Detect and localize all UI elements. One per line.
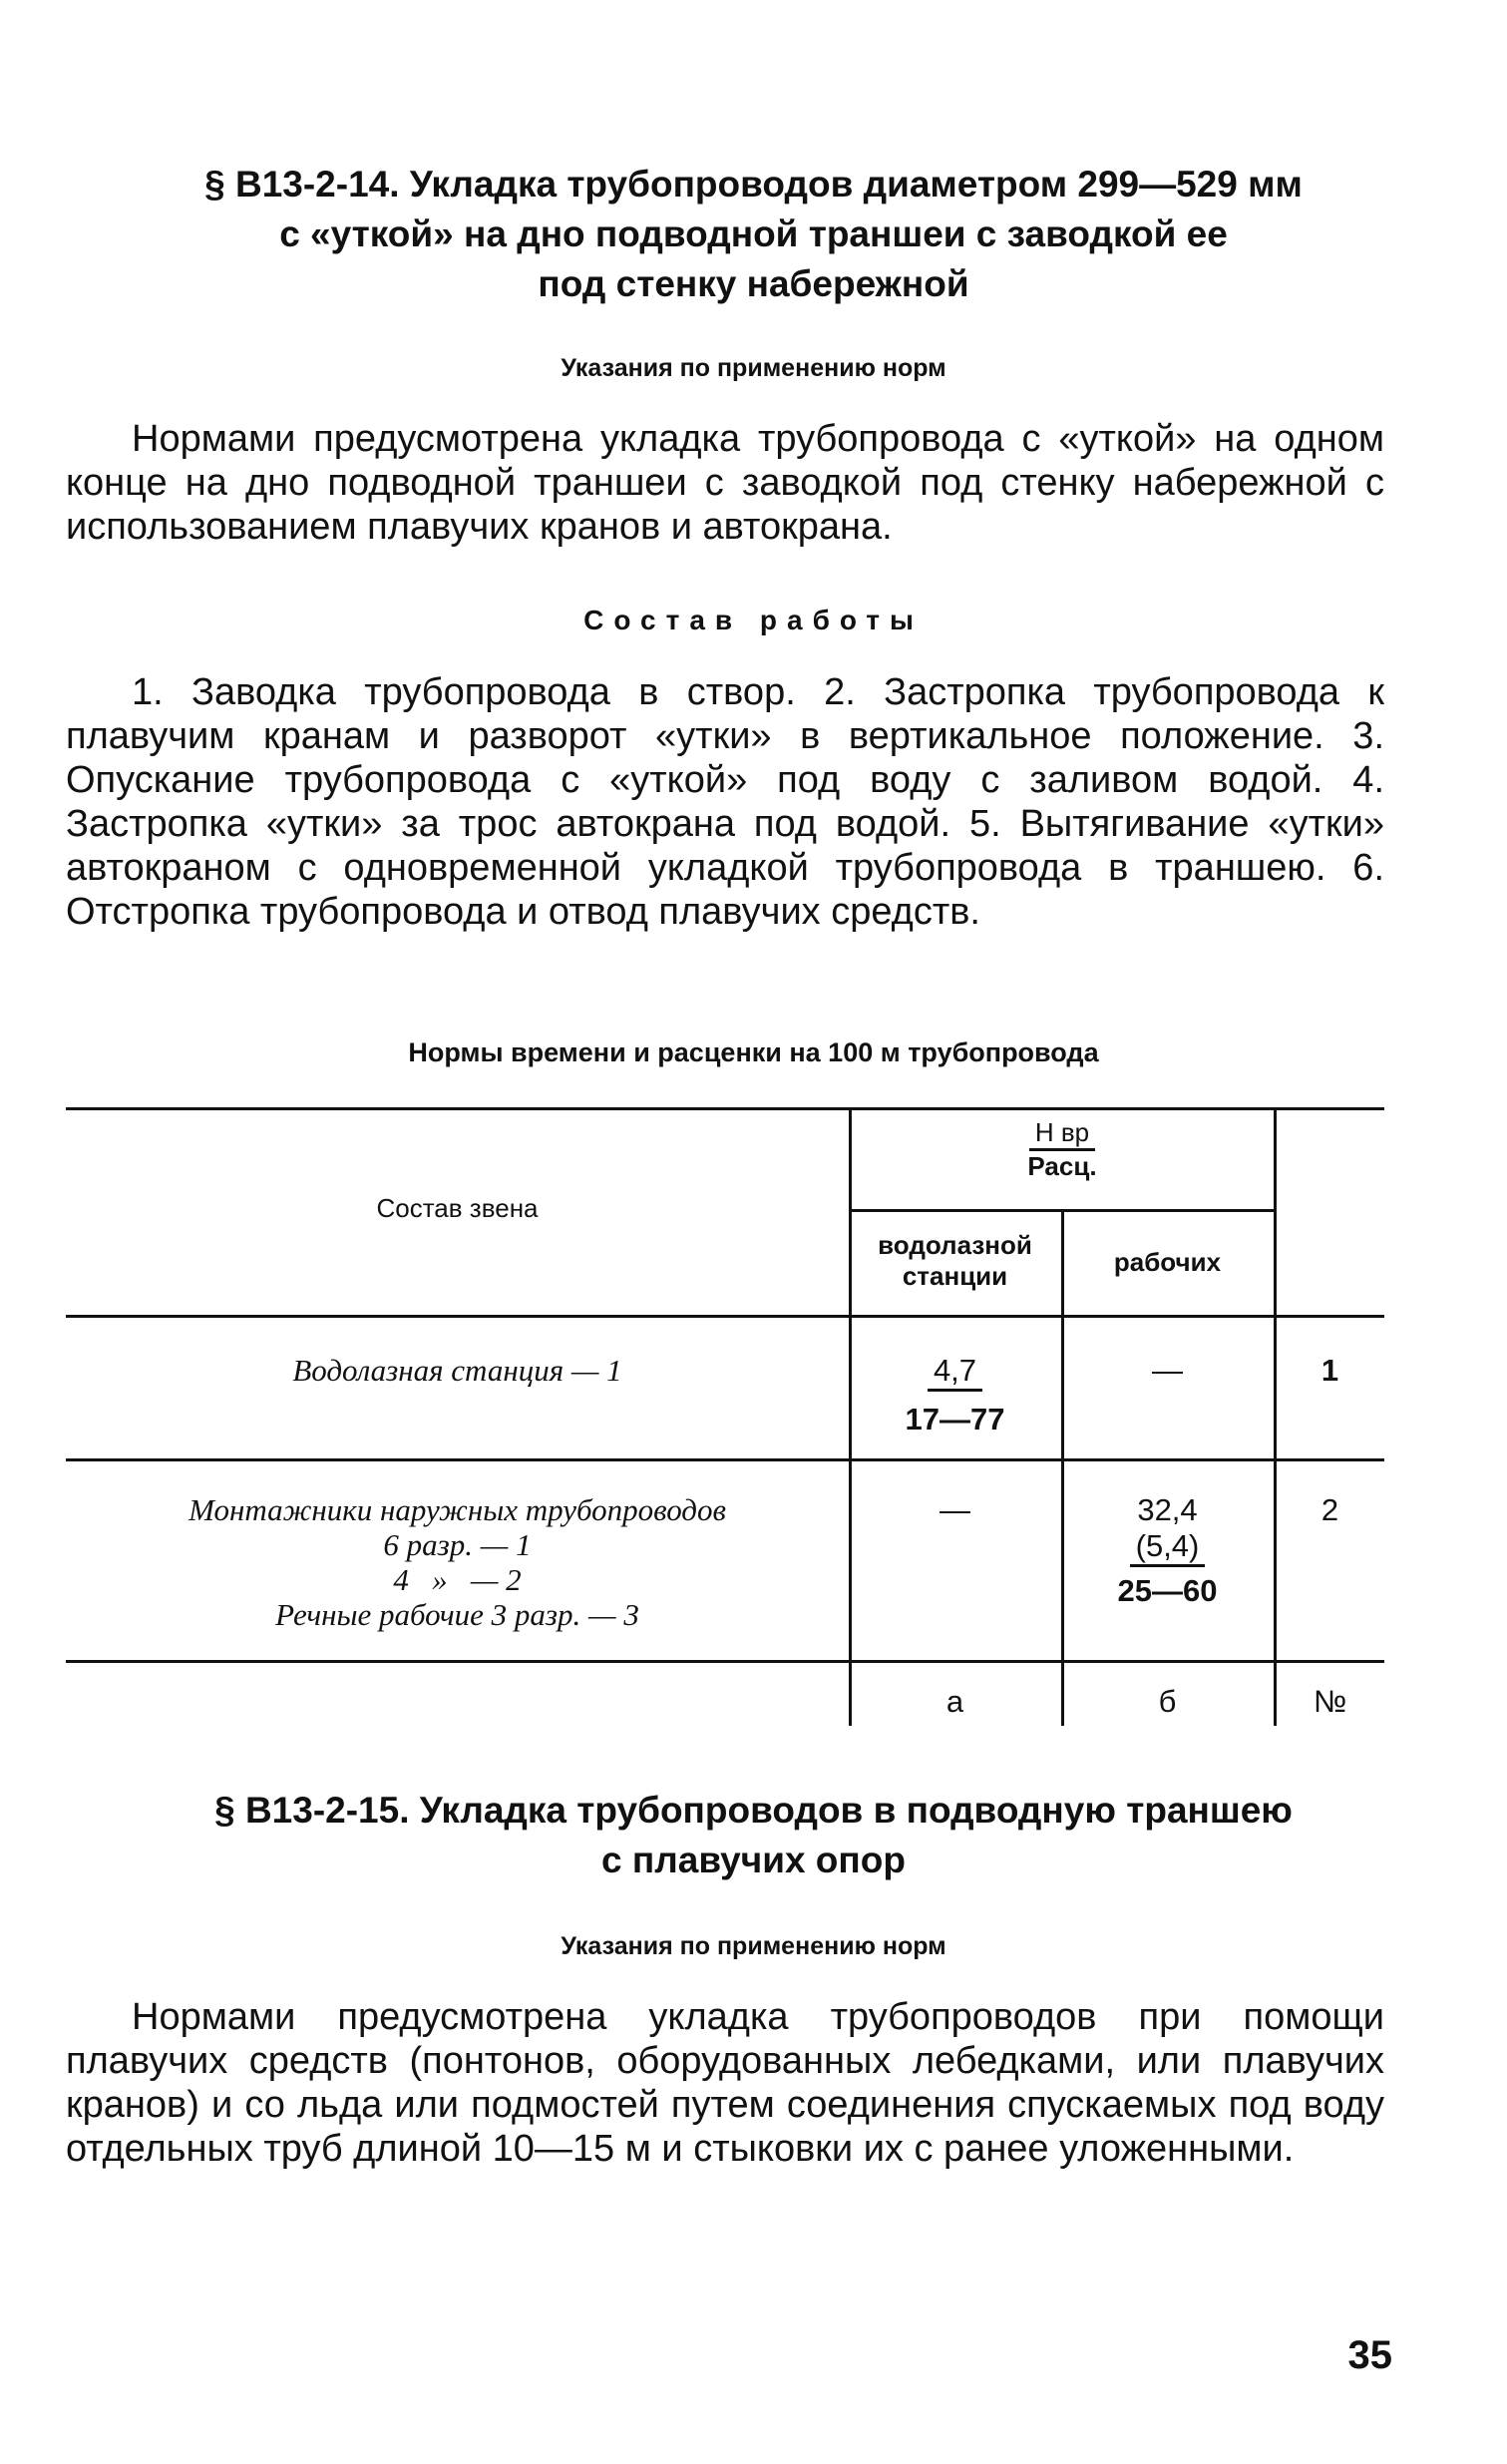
header-workers: рабочих	[1113, 1247, 1222, 1277]
section-2-title-line: § В13-2-15. Укладка трубопроводов в подводную траншею	[214, 1790, 1293, 1831]
table-body-bottom-rule	[66, 1660, 1384, 1663]
section-1-title-line: § В13-2-14. Укладка трубопроводов диаметром 299—529 мм	[204, 164, 1303, 205]
header-crew: Состав звена	[376, 1193, 539, 1223]
section-1-instructions-heading: Указания по применению норм	[561, 354, 946, 382]
row-2-crew-line: Монтажники наружных трубопроводов	[188, 1492, 726, 1527]
section-1-instructions-text: Нормами предусмотрена укладка трубопровода с «уткой» на одном конце на дно подводной траншеи с заводкой под стенку набережной с использованием плавучих кранов и автокрана.	[66, 418, 1384, 548]
page-number: 35	[1347, 2333, 1392, 2377]
header-norm-top: Н вр	[1029, 1117, 1095, 1151]
row-1-number: 1	[1320, 1353, 1339, 1388]
table-col-rule	[1061, 1209, 1064, 1726]
row-1-diving-value	[849, 1353, 1061, 1437]
row-2-workers-top2: (5,4)	[1130, 1528, 1206, 1567]
table-col-rule	[1274, 1107, 1277, 1726]
section-1-title-line: под стенку набережной	[538, 263, 969, 304]
section-2-title-line: с плавучих опор	[601, 1840, 906, 1880]
table-header-bottom-rule	[66, 1315, 1384, 1318]
footer-col-number: №	[1313, 1684, 1347, 1719]
row-2-workers-top1: 32,4	[1137, 1492, 1198, 1527]
section-1-title	[80, 160, 1427, 309]
row-1-diving-top: 4,7	[928, 1353, 982, 1392]
row-1-workers-dash: —	[1152, 1353, 1183, 1388]
footer-col-a: а	[945, 1684, 964, 1719]
table-title: Нормы времени и расценки на 100 м трубопровода	[408, 1037, 1099, 1067]
table-top-rule	[66, 1107, 1384, 1110]
table-row-rule	[66, 1458, 1384, 1461]
section-1-work-text: 1. Заводка трубопровода в створ. 2. Застропка трубопровода к плавучим кранам и разворот «утки» в вертикальное положение. 3. Опускание трубопровода с «уткой» под воду с заливом водой. 4. Застропка «утки» за трос автокрана под водой. 5. Вытягивание «утки» автокраном с одновременной укладкой трубопровода в траншею. 6. Отстропка трубопровода и отвод плавучих средств.	[66, 671, 1384, 933]
header-norm-bottom: Расц.	[1027, 1151, 1097, 1181]
row-2-number: 2	[1320, 1492, 1339, 1527]
row-2-crew	[66, 1492, 849, 1632]
row-2-diving-dash: —	[940, 1492, 970, 1527]
section-2-instructions-heading: Указания по применению норм	[561, 1932, 946, 1960]
row-2-crew-line: 6 разр. — 1	[383, 1527, 532, 1562]
footer-col-b: б	[1158, 1684, 1177, 1719]
header-diving-station	[849, 1230, 1061, 1292]
section-1-title-line: с «уткой» на дно подводной траншеи с заводкой ее	[279, 213, 1228, 254]
row-2-crew-line: Речные рабочие 3 разр. — 3	[275, 1597, 639, 1632]
row-1-crew: Водолазная станция — 1	[292, 1353, 622, 1388]
row-2-crew-line: 4 » — 2	[393, 1562, 522, 1597]
header-diving-line: водолазной	[878, 1230, 1032, 1260]
row-2-workers-value	[1061, 1492, 1274, 1609]
header-diving-line: станции	[902, 1261, 1008, 1291]
section-1-work-heading: Состав работы	[583, 605, 924, 635]
section-2-instructions-text: Нормами предусмотрена укладка трубопроводов при помощи плавучих средств (понтонов, оборудованных лебедками, или плавучих кранов) и со льда или подмостей путем соединения спускаемых под воду отдельных труб длиной 10—15 м и стыковки их с ранее уложенными.	[66, 1996, 1384, 2170]
row-1-diving-bottom: 17—77	[905, 1402, 1005, 1437]
section-2-title	[80, 1786, 1427, 1885]
row-2-workers-bottom: 25—60	[1117, 1573, 1218, 1608]
header-norm	[849, 1117, 1276, 1182]
